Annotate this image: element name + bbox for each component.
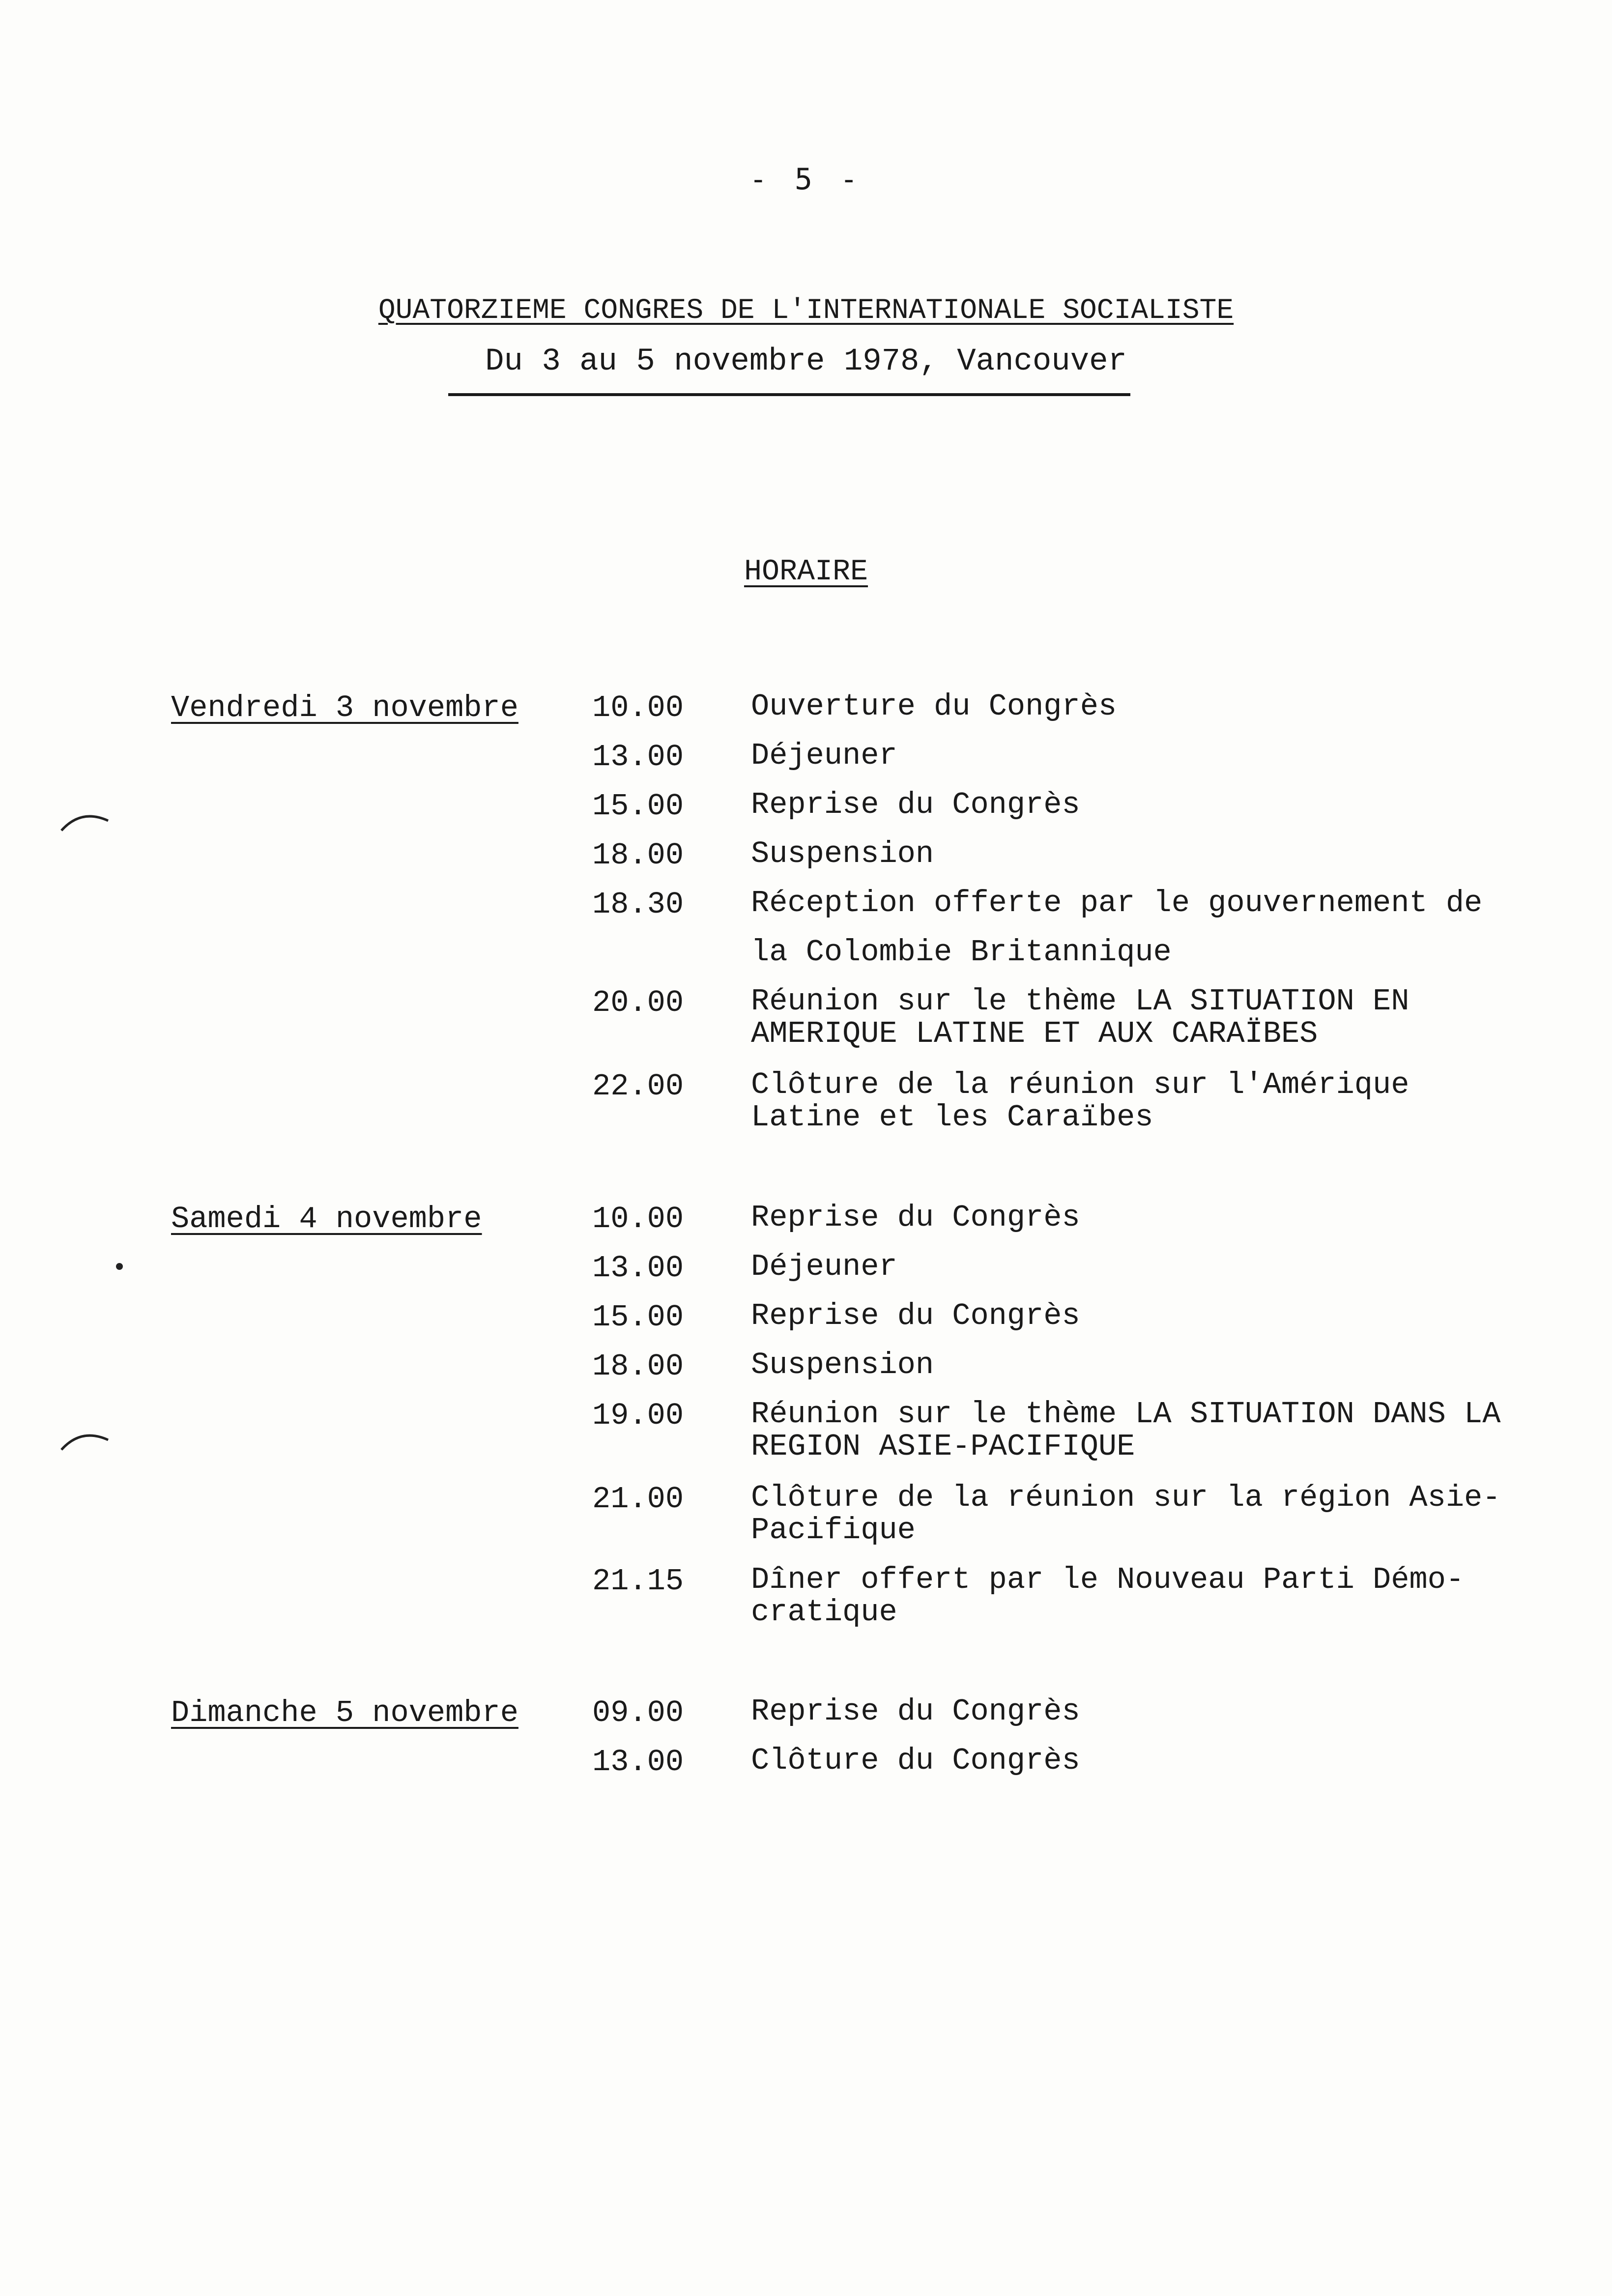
schedule-time: 10.00 [592,1202,684,1236]
schedule-time: 15.00 [592,1300,684,1335]
schedule-event: Suspension [751,836,934,871]
section-title-text: HORAIRE [744,555,868,589]
schedule-event: Suspension [751,1348,934,1382]
schedule-event: Reprise du Congrès [751,787,1080,822]
schedule-time: 21.15 [592,1564,684,1599]
schedule-event: Déjeuner [751,738,897,773]
schedule-time: 09.00 [592,1695,684,1730]
schedule-event: Clôture de la réunion sur l'Amérique Latine et les Caraïbes [751,1067,1410,1135]
schedule-event: Reprise du Congrès [751,1298,1080,1333]
schedule-event-continuation: la Colombie Britannique [751,935,1172,970]
schedule-time: 18.00 [592,838,684,873]
schedule-event: Reprise du Congrès [751,1694,1080,1729]
schedule-time: 13.00 [592,740,684,775]
section-title [0,555,1612,589]
margin-mark-icon [59,806,113,835]
document-title [0,295,1612,327]
schedule-time: 19.00 [592,1398,684,1433]
schedule-time: 15.00 [592,789,684,824]
schedule-event: Reprise du Congrès [751,1200,1080,1235]
schedule-event: Dîner offert par le Nouveau Parti Démo- cratique [751,1562,1465,1630]
day-label-friday: Vendredi 3 novembre [171,690,518,725]
day-label-saturday: Samedi 4 novembre [171,1202,482,1236]
schedule-event: Déjeuner [751,1249,897,1284]
day-label-sunday: Dimanche 5 novembre [171,1695,518,1730]
schedule-event: Ouverture du Congrès [751,689,1117,724]
margin-mark-icon [59,1425,113,1455]
schedule-time: 18.00 [592,1349,684,1384]
schedule-time: 20.00 [592,985,684,1020]
speck-dot [116,1263,123,1270]
schedule-time: 13.00 [592,1745,684,1779]
schedule-event: Clôture du Congrès [751,1743,1080,1778]
schedule-event: Réunion sur le thème LA SITUATION EN AMERIQUE LATINE ET AUX CARAÏBES [751,984,1410,1051]
schedule-time: 18.30 [592,887,684,922]
page-number: - 5 - [749,162,863,197]
schedule-time: 22.00 [592,1069,684,1104]
schedule-event: Clôture de la réunion sur la région Asie- Pacifique [751,1480,1501,1548]
document-subtitle: Du 3 au 5 novembre 1978, Vancouver [485,344,1127,379]
schedule-time: 21.00 [592,1482,684,1517]
schedule-time: 10.00 [592,690,684,725]
schedule-event: Réception offerte par le gouvernement de [751,886,1483,920]
document-title-text: QUATORZIEME CONGRES DE L'INTERNATIONALE SOCIALISTE [378,295,1234,327]
schedule-time: 13.00 [592,1251,684,1286]
schedule-event: Réunion sur le thème LA SITUATION DANS LA REGION ASIE-PACIFIQUE [751,1397,1501,1464]
subtitle-rule [448,393,1130,396]
